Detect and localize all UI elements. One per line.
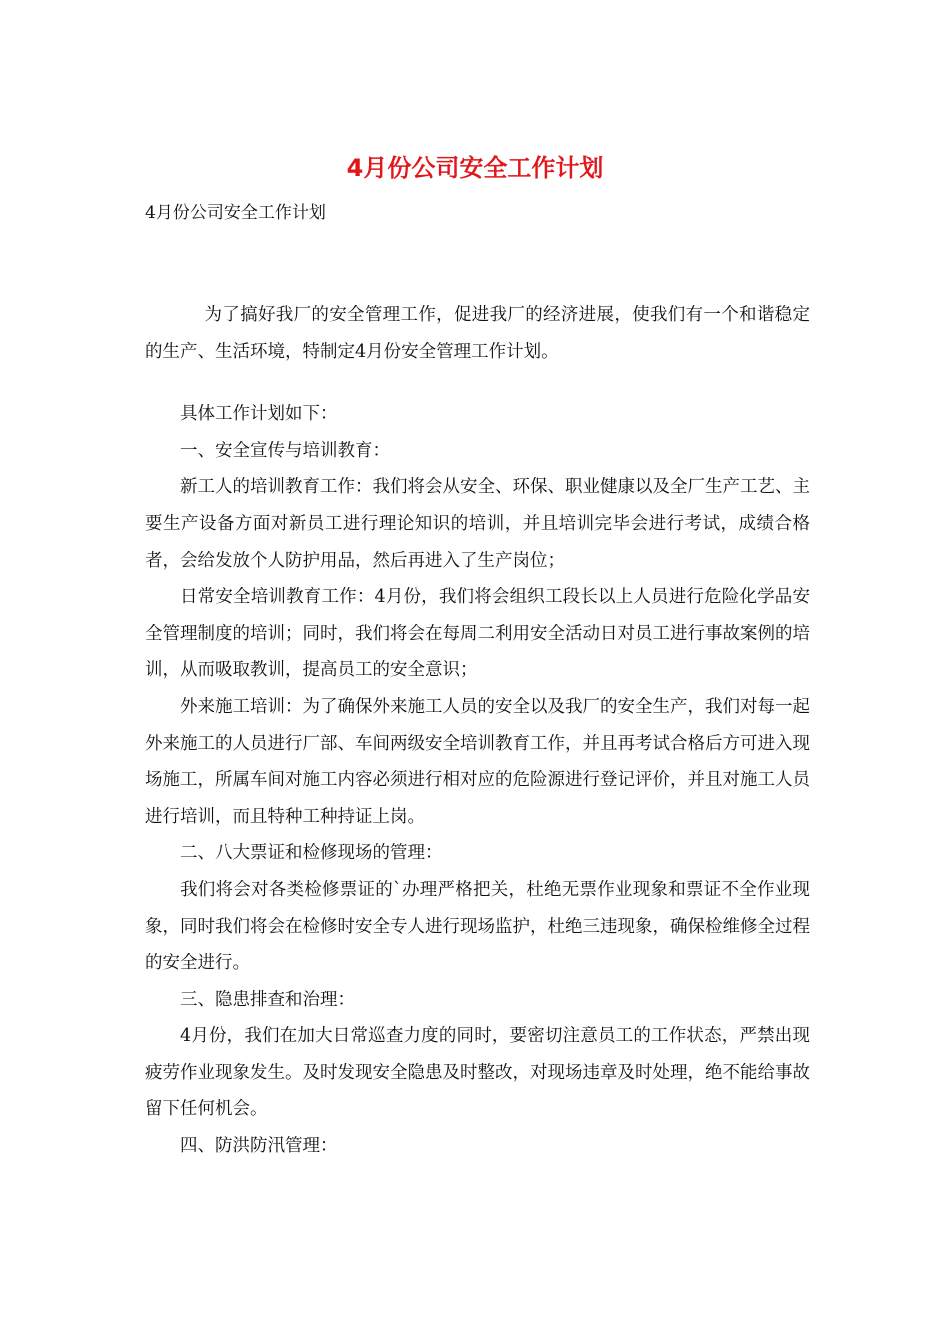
section-heading-flood: 四、防洪防汛管理：: [180, 1136, 338, 1157]
paragraph-permits: 我们将会对各类检修票证的`办理严格把关，杜绝无票作业现象和票证不全作业现象，同时我们将会在检修时安全专人进行现场监护，杜绝三违现象，确保检维修全过程的安全进行。: [145, 879, 810, 974]
document-title: 4月份公司安全工作计划: [346, 154, 604, 182]
paragraph-gap: [145, 370, 810, 396]
paragraph-daily-training: 日常安全培训教育工作：4月份，我们将会组织工段长以上人员进行危险化学品安全管理制度的培训；同时，我们将会在每周二利用安全活动日对员工进行事故案例的培训，从而吸取教训，提高员工的安全意识；: [145, 587, 810, 681]
paragraph-hazards: 4月份，我们在加大日常巡查力度的同时，要密切注意员工的工作状态，严禁出现疲劳作业现象发生。及时发现安全隐患及时整改，对现场违章及时处理，绝不能给事故留下任何机会。: [145, 1026, 810, 1120]
paragraph-new-worker-training: 新工人的培训教育工作：我们将会从安全、环保、职业健康以及全厂生产工艺、主要生产设备方面对新员工进行理论知识的培训，并且培训完毕会进行考试，成绩合格者，会给发放个人防护用品，然后再进入了生产岗位；: [145, 477, 810, 571]
document-subtitle: 4月份公司安全工作计划: [145, 203, 326, 223]
plan-heading: 具体工作计划如下：: [180, 404, 338, 425]
intro-paragraph: 为了搞好我厂的安全管理工作，促进我厂的经济进展，使我们有一个和谐稳定的生产、生活环境，特制定4月份安全管理工作计划。: [145, 305, 810, 362]
section-heading-permits: 二、八大票证和检修现场的管理：: [180, 843, 443, 864]
paragraph-contractor-training: 外来施工培训：为了确保外来施工人员的安全以及我厂的安全生产，我们对每一起外来施工的人员进行厂部、车间两级安全培训教育工作，并且再考试合格后方可进入现场施工，所属车间对施工内容必须进行相对应的危险源进行登记评价，并且对施工人员进行培训，而且特种工种持证上岗。: [145, 696, 810, 827]
document-body: [145, 297, 810, 1165]
section-heading-training: 一、安全宣传与培训教育：: [180, 440, 390, 461]
section-heading-hazards: 三、隐患排查和治理：: [180, 989, 355, 1010]
